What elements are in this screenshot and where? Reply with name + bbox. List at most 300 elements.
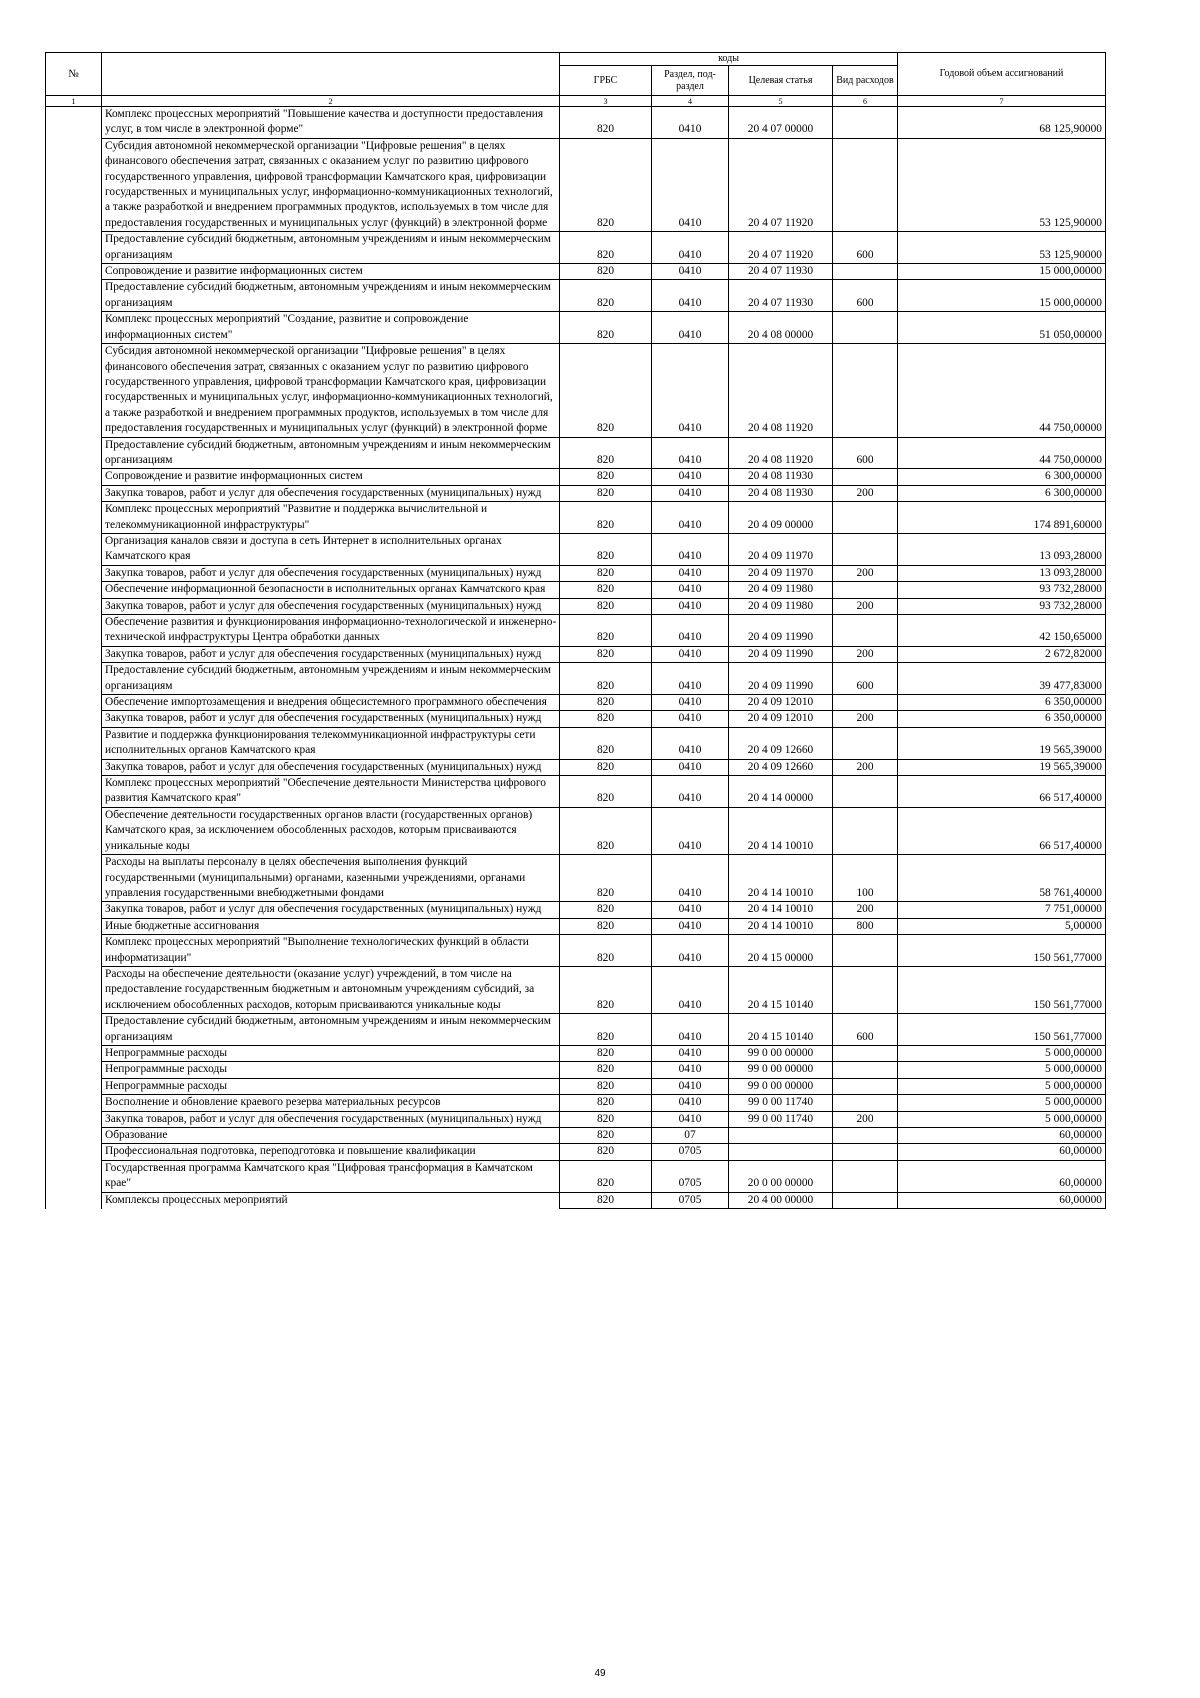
row-section-cell: 0410 <box>652 1014 729 1046</box>
row-name-cell: Предоставление субсидий бюджетным, автономным учреждениям и иным некоммерческим организациям <box>102 437 560 469</box>
row-name-cell: Иные бюджетные ассигнования <box>102 918 560 934</box>
row-type-cell <box>833 107 898 139</box>
row-amount-cell: 53 125,90000 <box>898 232 1106 264</box>
row-type-cell <box>833 695 898 711</box>
table-row <box>46 598 1106 614</box>
row-grbs-cell: 820 <box>560 1095 652 1111</box>
table-row <box>46 759 1106 775</box>
row-target-cell: 20 0 00 00000 <box>729 1160 833 1192</box>
column-index: 7 <box>898 96 1106 107</box>
table-row <box>46 935 1106 967</box>
budget-table-sheet <box>45 52 1105 1209</box>
row-name-cell: Обеспечение информационной безопасности в исполнительных органах Камчатского края <box>102 582 560 598</box>
row-amount-cell: 19 565,39000 <box>898 727 1106 759</box>
row-target-cell: 20 4 09 12010 <box>729 711 833 727</box>
row-amount-cell: 5 000,00000 <box>898 1095 1106 1111</box>
table-row <box>46 1095 1106 1111</box>
row-name-cell: Обеспечение импортозамещения и внедрения общесистемного программного обеспечения <box>102 695 560 711</box>
row-amount-cell: 13 093,28000 <box>898 533 1106 565</box>
row-amount-cell: 6 300,00000 <box>898 485 1106 501</box>
row-amount-cell: 7 751,00000 <box>898 902 1106 918</box>
row-name-cell: Предоставление субсидий бюджетным, автономным учреждениям и иным некоммерческим организациям <box>102 663 560 695</box>
row-number-cell <box>46 485 102 501</box>
row-target-cell: 20 4 09 00000 <box>729 502 833 534</box>
row-number-cell <box>46 1144 102 1160</box>
row-number-cell <box>46 280 102 312</box>
row-target-cell: 20 4 09 11970 <box>729 565 833 581</box>
row-section-cell: 0410 <box>652 711 729 727</box>
row-number-cell <box>46 1160 102 1192</box>
row-number-cell <box>46 966 102 1013</box>
row-type-cell: 600 <box>833 1014 898 1046</box>
row-amount-cell: 19 565,39000 <box>898 759 1106 775</box>
row-type-cell: 600 <box>833 280 898 312</box>
row-type-cell <box>833 1062 898 1078</box>
row-section-cell: 0410 <box>652 598 729 614</box>
row-name-cell: Сопровождение и развитие информационных систем <box>102 264 560 280</box>
row-target-cell: 20 4 09 12660 <box>729 727 833 759</box>
row-section-cell: 0410 <box>652 646 729 662</box>
row-section-cell: 0410 <box>652 695 729 711</box>
table-row <box>46 502 1106 534</box>
row-number-cell <box>46 727 102 759</box>
row-type-cell <box>833 1192 898 1208</box>
row-target-cell: 20 4 09 12010 <box>729 695 833 711</box>
row-amount-cell: 150 561,77000 <box>898 966 1106 1013</box>
row-section-cell: 0410 <box>652 502 729 534</box>
column-index: 2 <box>102 96 560 107</box>
row-target-cell: 20 4 08 11920 <box>729 344 833 437</box>
header-codes: коды <box>560 53 898 66</box>
row-amount-cell: 42 150,65000 <box>898 615 1106 647</box>
table-row <box>46 807 1106 854</box>
row-section-cell: 0410 <box>652 966 729 1013</box>
header-expense-type: Вид расходов <box>833 66 898 96</box>
row-name-cell: Субсидия автономной некоммерческой организации "Цифровые решения" в целях финансового обеспечения затрат, связанных с оказанием услуг по развитию цифрового государственного управления, цифровой трансформации Камчатского края, цифровизации государственных и муниципальных услуг, информационно-коммуникационных технологий, а также разработкой и внедрением программных продуктов, используемых в том числе для предоставления государственных и муниципальных услуг (функций) в электронной форме <box>102 138 560 231</box>
row-number-cell <box>46 663 102 695</box>
table-row <box>46 1160 1106 1192</box>
row-grbs-cell: 820 <box>560 312 652 344</box>
row-type-cell: 200 <box>833 711 898 727</box>
row-number-cell <box>46 437 102 469</box>
row-name-cell: Государственная программа Камчатского края "Цифровая трансформация в Камчатском крае" <box>102 1160 560 1192</box>
row-target-cell: 20 4 09 11980 <box>729 598 833 614</box>
column-index: 4 <box>652 96 729 107</box>
row-name-cell: Предоставление субсидий бюджетным, автономным учреждениям и иным некоммерческим организациям <box>102 232 560 264</box>
row-grbs-cell: 820 <box>560 264 652 280</box>
row-type-cell <box>833 138 898 231</box>
row-name-cell: Закупка товаров, работ и услуг для обеспечения государственных (муниципальных) нужд <box>102 598 560 614</box>
row-number-cell <box>46 615 102 647</box>
row-grbs-cell: 820 <box>560 711 652 727</box>
table-row <box>46 711 1106 727</box>
row-number-cell <box>46 918 102 934</box>
table-row <box>46 1111 1106 1127</box>
row-target-cell: 20 4 09 11980 <box>729 582 833 598</box>
table-body <box>46 107 1106 1209</box>
row-type-cell <box>833 966 898 1013</box>
row-type-cell <box>833 344 898 437</box>
table-row <box>46 1062 1106 1078</box>
table-row <box>46 1192 1106 1208</box>
row-target-cell: 20 4 07 00000 <box>729 107 833 139</box>
table-row <box>46 232 1106 264</box>
row-number-cell <box>46 711 102 727</box>
row-target-cell: 20 4 15 10140 <box>729 1014 833 1046</box>
row-number-cell <box>46 776 102 808</box>
row-amount-cell: 5 000,00000 <box>898 1045 1106 1061</box>
row-grbs-cell: 820 <box>560 280 652 312</box>
row-target-cell: 20 4 08 11920 <box>729 437 833 469</box>
row-section-cell: 0410 <box>652 855 729 902</box>
table-row <box>46 582 1106 598</box>
row-amount-cell: 53 125,90000 <box>898 138 1106 231</box>
row-grbs-cell: 820 <box>560 469 652 485</box>
row-name-cell: Непрограммные расходы <box>102 1045 560 1061</box>
table-row <box>46 727 1106 759</box>
row-grbs-cell: 820 <box>560 1045 652 1061</box>
row-section-cell: 0410 <box>652 264 729 280</box>
row-name-cell: Обеспечение деятельности государственных органов власти (государственных органов) Камчатского края, за исключением обособленных расходов, которым присваиваются уникальные коды <box>102 807 560 854</box>
row-target-cell: 20 4 07 11920 <box>729 232 833 264</box>
row-target-cell: 20 4 00 00000 <box>729 1192 833 1208</box>
header-grbs: ГРБС <box>560 66 652 96</box>
row-section-cell: 0705 <box>652 1160 729 1192</box>
table-row <box>46 1128 1106 1144</box>
row-amount-cell: 5 000,00000 <box>898 1111 1106 1127</box>
row-section-cell: 0410 <box>652 902 729 918</box>
row-type-cell: 200 <box>833 1111 898 1127</box>
row-amount-cell: 6 350,00000 <box>898 695 1106 711</box>
row-grbs-cell: 820 <box>560 582 652 598</box>
row-name-cell: Комплекс процессных мероприятий "Создание, развитие и сопровождение информационных систем" <box>102 312 560 344</box>
row-number-cell <box>46 1111 102 1127</box>
row-amount-cell: 150 561,77000 <box>898 935 1106 967</box>
row-name-cell: Непрограммные расходы <box>102 1062 560 1078</box>
row-section-cell: 0410 <box>652 344 729 437</box>
row-section-cell: 0410 <box>652 565 729 581</box>
row-section-cell: 0410 <box>652 280 729 312</box>
table-row <box>46 902 1106 918</box>
row-amount-cell: 5,00000 <box>898 918 1106 934</box>
row-number-cell <box>46 1062 102 1078</box>
row-number-cell <box>46 1045 102 1061</box>
row-grbs-cell: 820 <box>560 1111 652 1127</box>
row-type-cell <box>833 1160 898 1192</box>
row-grbs-cell: 820 <box>560 615 652 647</box>
row-grbs-cell: 820 <box>560 1062 652 1078</box>
row-amount-cell: 93 732,28000 <box>898 582 1106 598</box>
row-target-cell: 20 4 15 10140 <box>729 966 833 1013</box>
row-section-cell: 0410 <box>652 1045 729 1061</box>
row-section-cell: 0410 <box>652 759 729 775</box>
row-amount-cell: 93 732,28000 <box>898 598 1106 614</box>
table-row <box>46 437 1106 469</box>
header-target: Целевая статья <box>729 66 833 96</box>
row-number-cell <box>46 902 102 918</box>
row-target-cell: 20 4 07 11930 <box>729 264 833 280</box>
row-section-cell: 0410 <box>652 138 729 231</box>
row-grbs-cell: 820 <box>560 1160 652 1192</box>
row-target-cell <box>729 1128 833 1144</box>
row-name-cell: Комплекс процессных мероприятий "Выполнение технологических функций в области информатизации" <box>102 935 560 967</box>
table-row <box>46 264 1106 280</box>
row-section-cell: 0410 <box>652 1095 729 1111</box>
table-row <box>46 533 1106 565</box>
row-type-cell <box>833 935 898 967</box>
row-type-cell <box>833 1078 898 1094</box>
row-number-cell <box>46 533 102 565</box>
row-name-cell: Расходы на выплаты персоналу в целях обеспечения выполнения функций государственными (муниципальными) органами, казенными учреждениями, органами управления государственными внебюджетными фондами <box>102 855 560 902</box>
row-grbs-cell: 820 <box>560 1128 652 1144</box>
row-grbs-cell: 820 <box>560 1078 652 1094</box>
row-name-cell: Комплекс процессных мероприятий "Обеспечение деятельности Министерства цифрового развития Камчатского края" <box>102 776 560 808</box>
row-number-cell <box>46 1078 102 1094</box>
row-number-cell <box>46 138 102 231</box>
table-row <box>46 1078 1106 1094</box>
row-target-cell: 20 4 14 10010 <box>729 918 833 934</box>
row-type-cell <box>833 469 898 485</box>
row-number-cell <box>46 1192 102 1208</box>
row-target-cell: 20 4 14 10010 <box>729 902 833 918</box>
row-number-cell <box>46 107 102 139</box>
row-name-cell: Развитие и поддержка функционирования телекоммуникационной инфраструктуры сети исполнительных органов Камчатского края <box>102 727 560 759</box>
row-name-cell: Сопровождение и развитие информационных систем <box>102 469 560 485</box>
row-section-cell: 0410 <box>652 918 729 934</box>
row-target-cell: 20 4 08 11930 <box>729 485 833 501</box>
row-number-cell <box>46 598 102 614</box>
row-number-cell <box>46 1128 102 1144</box>
row-name-cell: Комплекс процессных мероприятий "Развитие и поддержка вычислительной и телекоммуникационной инфраструктуры" <box>102 502 560 534</box>
row-amount-cell: 13 093,28000 <box>898 565 1106 581</box>
row-type-cell: 200 <box>833 565 898 581</box>
row-target-cell: 20 4 09 12660 <box>729 759 833 775</box>
row-section-cell: 0705 <box>652 1192 729 1208</box>
row-type-cell <box>833 502 898 534</box>
table-row <box>46 485 1106 501</box>
row-grbs-cell: 820 <box>560 598 652 614</box>
row-section-cell: 0410 <box>652 615 729 647</box>
row-grbs-cell: 820 <box>560 1144 652 1160</box>
row-target-cell: 20 4 08 11930 <box>729 469 833 485</box>
row-name-cell: Закупка товаров, работ и услуг для обеспечения государственных (муниципальных) нужд <box>102 902 560 918</box>
header-section: Раздел, под-раздел <box>652 66 729 96</box>
table-row <box>46 107 1106 139</box>
row-grbs-cell: 820 <box>560 727 652 759</box>
row-target-cell: 20 4 09 11990 <box>729 615 833 647</box>
table-row <box>46 1014 1106 1046</box>
row-number-cell <box>46 565 102 581</box>
row-name-cell: Предоставление субсидий бюджетным, автономным учреждениям и иным некоммерческим организациям <box>102 280 560 312</box>
row-grbs-cell: 820 <box>560 437 652 469</box>
table-row <box>46 469 1106 485</box>
table-row <box>46 918 1106 934</box>
row-grbs-cell: 820 <box>560 344 652 437</box>
table-row <box>46 855 1106 902</box>
row-name-cell: Профессиональная подготовка, переподготовка и повышение квалификации <box>102 1144 560 1160</box>
row-type-cell: 200 <box>833 902 898 918</box>
row-section-cell: 0410 <box>652 1111 729 1127</box>
row-type-cell <box>833 1095 898 1111</box>
column-index: 3 <box>560 96 652 107</box>
row-section-cell: 0410 <box>652 1062 729 1078</box>
table-row <box>46 776 1106 808</box>
row-grbs-cell: 820 <box>560 485 652 501</box>
row-target-cell: 20 4 09 11990 <box>729 646 833 662</box>
row-section-cell: 0410 <box>652 469 729 485</box>
row-number-cell <box>46 935 102 967</box>
row-section-cell: 0410 <box>652 232 729 264</box>
row-grbs-cell: 820 <box>560 918 652 934</box>
row-target-cell: 20 4 07 11920 <box>729 138 833 231</box>
row-type-cell: 600 <box>833 663 898 695</box>
header-num: № <box>46 53 102 96</box>
row-target-cell: 99 0 00 00000 <box>729 1062 833 1078</box>
row-grbs-cell: 820 <box>560 935 652 967</box>
row-name-cell: Восполнение и обновление краевого резерва материальных ресурсов <box>102 1095 560 1111</box>
table-row <box>46 615 1106 647</box>
row-amount-cell: 60,00000 <box>898 1144 1106 1160</box>
row-amount-cell: 60,00000 <box>898 1160 1106 1192</box>
table-row <box>46 695 1106 711</box>
row-amount-cell: 44 750,00000 <box>898 437 1106 469</box>
column-index: 1 <box>46 96 102 107</box>
row-name-cell: Непрограммные расходы <box>102 1078 560 1094</box>
row-type-cell <box>833 533 898 565</box>
row-grbs-cell: 820 <box>560 533 652 565</box>
row-number-cell <box>46 582 102 598</box>
row-type-cell <box>833 1128 898 1144</box>
row-amount-cell: 39 477,83000 <box>898 663 1106 695</box>
row-number-cell <box>46 502 102 534</box>
row-number-cell <box>46 759 102 775</box>
row-target-cell: 20 4 08 00000 <box>729 312 833 344</box>
row-type-cell <box>833 582 898 598</box>
row-amount-cell: 66 517,40000 <box>898 776 1106 808</box>
row-amount-cell: 58 761,40000 <box>898 855 1106 902</box>
table-row <box>46 565 1106 581</box>
row-amount-cell: 60,00000 <box>898 1128 1106 1144</box>
row-number-cell <box>46 646 102 662</box>
row-type-cell: 200 <box>833 646 898 662</box>
row-target-cell <box>729 1144 833 1160</box>
table-row <box>46 663 1106 695</box>
row-target-cell: 20 4 14 00000 <box>729 776 833 808</box>
table-row <box>46 280 1106 312</box>
row-type-cell <box>833 1144 898 1160</box>
row-number-cell <box>46 695 102 711</box>
row-name-cell: Субсидия автономной некоммерческой организации "Цифровые решения" в целях финансового обеспечения затрат, связанных с оказанием услуг по развитию цифрового государственного управления, цифровой трансформации Камчатского края, цифровизации государственных и муниципальных услуг, информационно-коммуникационных технологий, а также разработкой и внедрением программных продуктов, используемых в том числе для предоставления государственных и муниципальных услуг (функций) в электронной форме <box>102 344 560 437</box>
row-name-cell: Закупка товаров, работ и услуг для обеспечения государственных (муниципальных) нужд <box>102 646 560 662</box>
budget-table <box>45 52 1106 1209</box>
row-section-cell: 0410 <box>652 1078 729 1094</box>
row-number-cell <box>46 1014 102 1046</box>
table-row <box>46 646 1106 662</box>
row-number-cell <box>46 264 102 280</box>
row-number-cell <box>46 469 102 485</box>
row-amount-cell: 150 561,77000 <box>898 1014 1106 1046</box>
row-target-cell: 99 0 00 11740 <box>729 1111 833 1127</box>
page-number: 49 <box>594 1668 606 1679</box>
row-amount-cell: 51 050,00000 <box>898 312 1106 344</box>
row-number-cell <box>46 312 102 344</box>
row-section-cell: 0410 <box>652 807 729 854</box>
row-target-cell: 20 4 09 11970 <box>729 533 833 565</box>
row-type-cell <box>833 727 898 759</box>
row-section-cell: 07 <box>652 1128 729 1144</box>
row-amount-cell: 66 517,40000 <box>898 807 1106 854</box>
row-number-cell <box>46 232 102 264</box>
row-grbs-cell: 820 <box>560 966 652 1013</box>
row-section-cell: 0410 <box>652 107 729 139</box>
row-amount-cell: 44 750,00000 <box>898 344 1106 437</box>
row-target-cell: 20 4 09 11990 <box>729 663 833 695</box>
row-amount-cell: 5 000,00000 <box>898 1062 1106 1078</box>
row-number-cell <box>46 1095 102 1111</box>
row-name-cell: Образование <box>102 1128 560 1144</box>
row-target-cell: 20 4 14 10010 <box>729 855 833 902</box>
row-amount-cell: 174 891,60000 <box>898 502 1106 534</box>
column-index: 6 <box>833 96 898 107</box>
header-annual: Годовой объем ассигнований <box>898 53 1106 96</box>
table-row <box>46 1045 1106 1061</box>
header-name <box>102 53 560 96</box>
row-type-cell: 200 <box>833 598 898 614</box>
row-type-cell <box>833 807 898 854</box>
row-number-cell <box>46 344 102 437</box>
row-name-cell: Расходы на обеспечение деятельности (оказание услуг) учреждений, в том числе на предоставление государственным бюджетным и автономным учреждениям субсидий, за исключением обособленных расходов, которым присваиваются уникальные коды <box>102 966 560 1013</box>
row-grbs-cell: 820 <box>560 1192 652 1208</box>
row-section-cell: 0410 <box>652 437 729 469</box>
row-type-cell: 800 <box>833 918 898 934</box>
row-name-cell: Комплексы процессных мероприятий <box>102 1192 560 1208</box>
table-row <box>46 344 1106 437</box>
row-section-cell: 0410 <box>652 776 729 808</box>
row-grbs-cell: 820 <box>560 107 652 139</box>
row-grbs-cell: 820 <box>560 695 652 711</box>
row-grbs-cell: 820 <box>560 902 652 918</box>
row-section-cell: 0705 <box>652 1144 729 1160</box>
row-grbs-cell: 820 <box>560 855 652 902</box>
row-amount-cell: 68 125,90000 <box>898 107 1106 139</box>
row-type-cell <box>833 615 898 647</box>
row-number-cell <box>46 807 102 854</box>
row-grbs-cell: 820 <box>560 663 652 695</box>
row-amount-cell: 2 672,82000 <box>898 646 1106 662</box>
row-type-cell <box>833 264 898 280</box>
row-target-cell: 99 0 00 00000 <box>729 1078 833 1094</box>
row-name-cell: Закупка товаров, работ и услуг для обеспечения государственных (муниципальных) нужд <box>102 759 560 775</box>
row-target-cell: 20 4 14 10010 <box>729 807 833 854</box>
column-index: 5 <box>729 96 833 107</box>
row-amount-cell: 6 300,00000 <box>898 469 1106 485</box>
row-name-cell: Закупка товаров, работ и услуг для обеспечения государственных (муниципальных) нужд <box>102 485 560 501</box>
table-row <box>46 1144 1106 1160</box>
row-grbs-cell: 820 <box>560 565 652 581</box>
row-target-cell: 99 0 00 00000 <box>729 1045 833 1061</box>
table-row <box>46 312 1106 344</box>
row-type-cell: 200 <box>833 759 898 775</box>
row-grbs-cell: 820 <box>560 232 652 264</box>
row-target-cell: 99 0 00 11740 <box>729 1095 833 1111</box>
row-grbs-cell: 820 <box>560 138 652 231</box>
row-type-cell <box>833 776 898 808</box>
row-name-cell: Комплекс процессных мероприятий "Повышение качества и доступности предоставления услуг, в том числе в электронной форме" <box>102 107 560 139</box>
row-amount-cell: 5 000,00000 <box>898 1078 1106 1094</box>
row-grbs-cell: 820 <box>560 646 652 662</box>
row-grbs-cell: 820 <box>560 807 652 854</box>
row-name-cell: Закупка товаров, работ и услуг для обеспечения государственных (муниципальных) нужд <box>102 565 560 581</box>
